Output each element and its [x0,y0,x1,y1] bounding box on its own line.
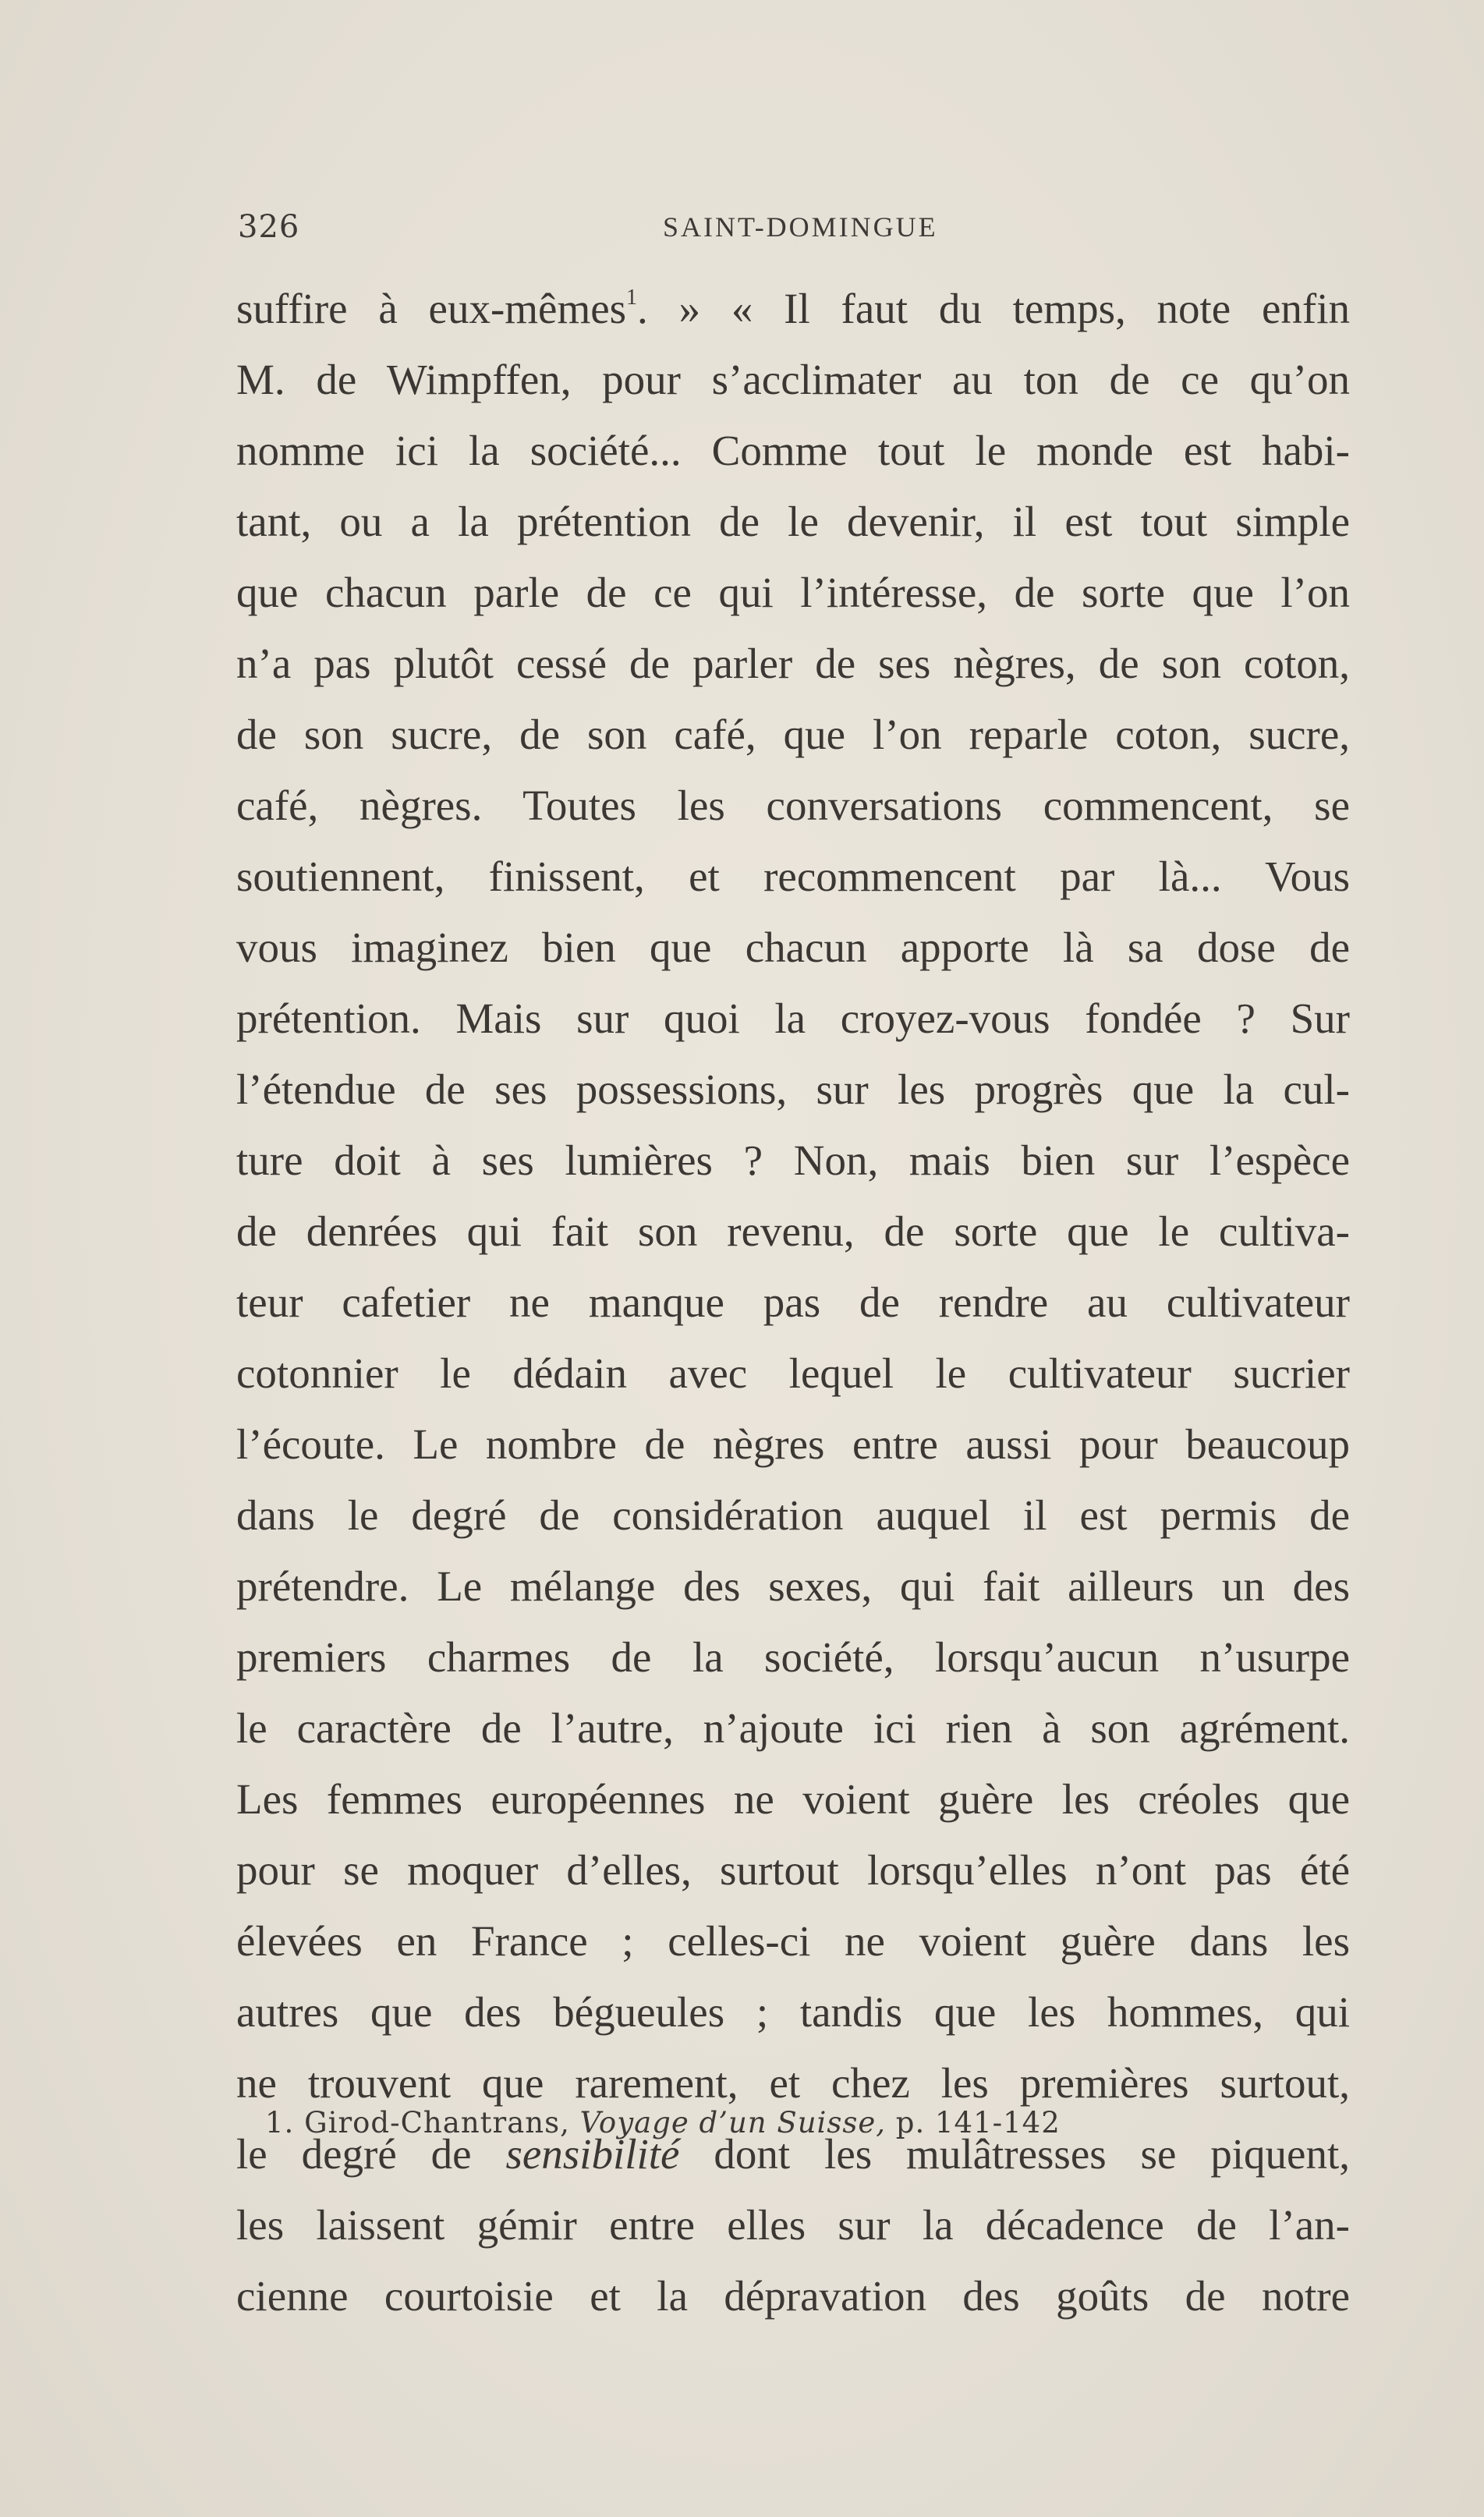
text-segment: le degré de [236,2130,506,2178]
running-title: SAINT-DOMINGUE [663,211,938,243]
text-line: de son sucre, de son café, que l’on reparle coton, sucre, [236,711,1350,758]
italic-word: sensibilité [505,2130,680,2178]
footnote-title: Voyage d’un Suisse, [579,2106,887,2139]
text-line: café, nègres. Toutes les conversations commencent, se [236,782,1350,829]
text-segment: suffire à eux-mêmes [236,285,627,332]
footnote-author: Girod-Chantrans, [304,2106,570,2139]
text-line: prétention. Mais sur quoi la croyez-vous fondée ? Sur [236,994,1350,1042]
text-line: prétendre. Le mélange des sexes, qui fait ailleurs un des [236,1562,1350,1610]
footnote-reference: 1 [626,285,638,310]
text-line: cotonnier le dédain avec lequel le cultivateur sucrier [236,1349,1350,1397]
running-head [238,209,1484,248]
text-line [236,273,1350,344]
text-line: pour se moquer d’elles, surtout lorsqu’elles n’ont pas été [236,1846,1350,1894]
text-line: teur cafetier ne manque pas de rendre au cultivateur [236,1278,1350,1326]
text-segment: . » « Il faut du temps, note enfin [637,285,1350,332]
text-line: que chacun parle de ce qui l’intéresse, de sorte que l’on [236,569,1350,616]
text-line: vous imaginez bien que chacun apporte là sa dose de [236,923,1350,971]
footnote-pages: p. 141-142 [895,2106,1061,2139]
text-line: élevées en France ; celles-ci ne voient guère dans les [236,1917,1350,1965]
text-line: n’a pas plutôt cessé de parler de ses nègres, de son coton, [236,640,1350,687]
text-line: autres que des bégueules ; tandis que les hommes, qui [236,1988,1350,2036]
text-line: nomme ici la société... Comme tout le monde est habi- [236,427,1350,474]
page-number: 326 [238,209,300,245]
footnote [265,2106,1061,2139]
text-line: premiers charmes de la société, lorsqu’aucun n’usurpe [236,1633,1350,1681]
text-line: soutiennent, finissent, et recommencent par là... Vous [236,853,1350,900]
text-line: l’étendue de ses possessions, sur les progrès que la cul- [236,1065,1350,1113]
footnote-number: 1. [265,2106,295,2139]
text-line: les laissent gémir entre elles sur la décadence de l’an- [236,2201,1350,2249]
text-line: de denrées qui fait son revenu, de sorte que le cultiva- [236,1207,1350,1255]
text-line: le caractère de l’autre, n’ajoute ici rien à son agrément. [236,1704,1350,1752]
text-line: ture doit à ses lumières ? Non, mais bien sur l’espèce [236,1136,1350,1184]
body-text [236,273,1350,2331]
text-line: Les femmes européennes ne voient guère les créoles que [236,1775,1350,1823]
text-line: tant, ou a la prétention de le devenir, il est tout simple [236,498,1350,545]
text-line: cienne courtoisie et la dépravation des goûts de notre [236,2272,1350,2320]
text-line: dans le degré de considération auquel il est permis de [236,1491,1350,1539]
text-line: l’écoute. Le nombre de nègres entre aussi pour beaucoup [236,1420,1350,1468]
text-line: M. de Wimpffen, pour s’acclimater au ton de ce qu’on [236,356,1350,403]
text-segment: dont les mulâtresses se piquent, [679,2130,1350,2178]
text-line: ne trouvent que rarement, et chez les premières surtout, [236,2059,1350,2107]
